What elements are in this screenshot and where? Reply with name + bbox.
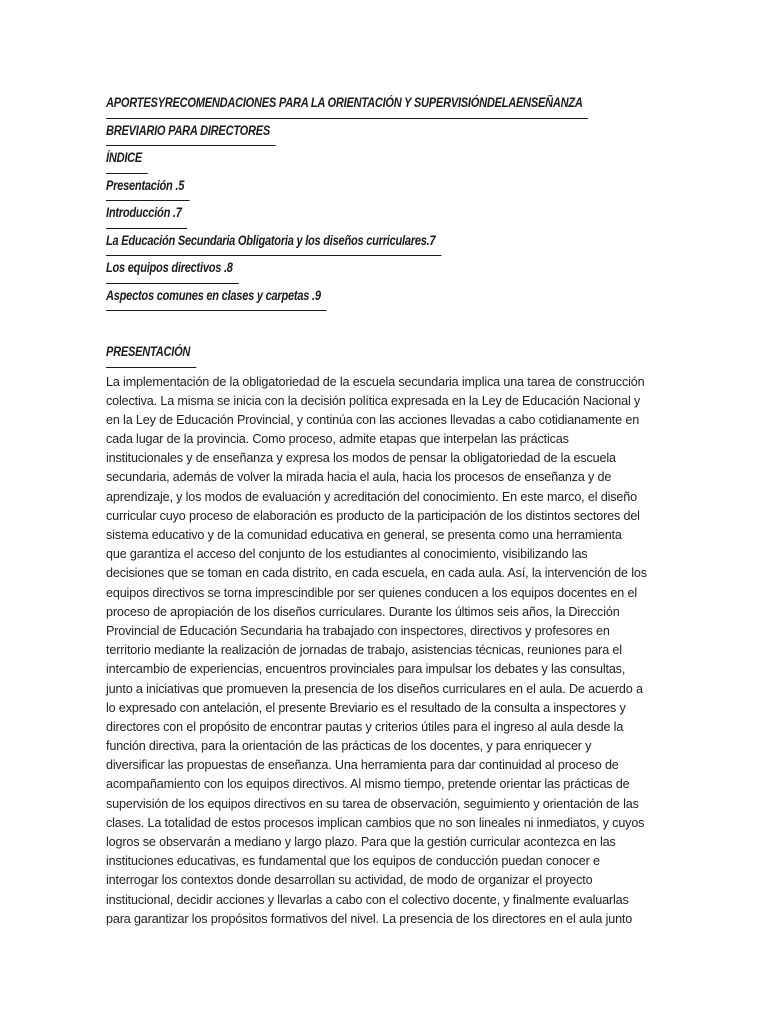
paragraph-line: clases. La totalidad de estos procesos implican cambios que no son lineales ni inmediatos, y cuyos: [106, 815, 645, 830]
paragraph-line: equipos directivos se torna imprescindible por ser quienes conducen a los equipos docentes en el: [106, 585, 637, 600]
paragraph-line: decisiones que se toman en cada distrito, en cada escuela, en cada aula. Así, la intervención de los: [106, 566, 647, 581]
paragraph-line: proceso de apropiación de los diseños curriculares. Durante los últimos seis años, la Dirección: [106, 604, 620, 619]
index-item-text: Aspectos comunes en clases y carpetas .9: [106, 282, 326, 312]
paragraph-line: intercambio de experiencias, encuentros provinciales para impulsar los debates y las consultas,: [106, 662, 626, 677]
paragraph-line: territorio mediante la realización de jornadas de trabajo, asistencias técnicas, reuniones para el: [106, 643, 622, 658]
index-item: [106, 199, 728, 227]
doc-title-line-2: [106, 117, 728, 145]
index-list: [106, 172, 728, 310]
index-item-text: Presentación .5: [106, 172, 190, 202]
paragraph-line: logros se observarán a mediano y largo plazo. Para que la gestión curricular acontezca en las: [106, 835, 616, 849]
doc-title-line-2-text: BREVIARIO PARA DIRECTORES: [106, 117, 276, 147]
index-item-text: La Educación Secundaria Obligatoria y los diseños curriculares.7: [106, 227, 441, 257]
paragraph-line: institucional, decidir acciones y llevarlas a cabo con el colectivo docente, y finalmente evaluarlas: [106, 892, 629, 907]
paragraph-line: sistema educativo y de la comunidad educativa en general, se presenta como una herramienta: [106, 528, 622, 542]
paragraph-line: supervisión de los equipos directivos en su tarea de observación, seguimiento y orientación de las: [106, 796, 639, 811]
paragraph-line: acompañamiento con los equipos directivos. Al mismo tiempo, pretende orientar las prácticas de: [106, 777, 630, 792]
index-heading-text: ÍNDICE: [106, 144, 148, 174]
presentation-paragraph: [106, 373, 728, 929]
paragraph-line: cada lugar de la provincia. Como proceso, admite etapas que interpelan las prácticas: [106, 432, 569, 447]
presentation-heading-text: PRESENTACIÓN: [106, 338, 196, 368]
index-item: [106, 172, 728, 200]
paragraph-line: instituciones educativas, es fundamental que los equipos de conducción puedan conocer e: [106, 854, 600, 869]
paragraph-line: en la Ley de Educación Provincial, y continúa con las acciones llevadas a cabo cotidianamente en: [106, 412, 640, 427]
paragraph-line: interrogar los contextos donde desarrollan su actividad, de modo de organizar el proyecto: [106, 873, 593, 888]
paragraph-line: junto a iniciativas que promueven la presencia de los diseños curriculares en el aula. De acuerdo a: [106, 681, 643, 696]
paragraph-line: que garantiza el acceso del conjunto de los estudiantes al conocimiento, visibilizando las: [106, 547, 588, 562]
index-item: [106, 227, 728, 255]
index-item: [106, 254, 728, 282]
paragraph-line: colectiva. La misma se inicia con la decisión política expresada en la Ley de Educación Nacional y: [106, 393, 641, 408]
paragraph-line: directores con el propósito de encontrar pautas y criterios útiles para el ingreso al aula desde la: [106, 719, 624, 734]
index-item: [106, 282, 728, 310]
paragraph-line: para garantizar los propósitos formativos del nivel. La presencia de los directores en el aula junto: [106, 911, 633, 926]
doc-title-line-1: [106, 89, 728, 117]
paragraph-line: institucionales y de enseñanza y expresa los modos de pensar la obligatoriedad de la escuela: [106, 451, 616, 466]
doc-title-line-1-text: APORTESYRECOMENDACIONES PARA LA ORIENTACIÓN Y SUPERVISIÓNDELAENSEÑANZA: [106, 89, 588, 119]
paragraph-line: secundaria, además de volver la mirada hacia el aula, hacia los procesos de enseñanza y de: [106, 470, 612, 485]
presentation-heading: [106, 338, 728, 366]
paragraph-line: lo expresado con antelación, el presente Breviario es el resultado de la consulta a inspectores y: [106, 700, 626, 715]
paragraph-line: función directiva, para la orientación de las prácticas de los docentes, y para enriquecer y: [106, 739, 592, 754]
index-item-text: Introducción .7: [106, 199, 187, 229]
paragraph-line: curricular cuyo proceso de elaboración es producto de la participación de los distintos sectores del: [106, 508, 640, 523]
index-heading: [106, 144, 728, 172]
paragraph-line: La implementación de la obligatoriedad de la escuela secundaria implica una tarea de construcción: [106, 374, 645, 389]
paragraph-line: aprendizaje, y los modos de evaluación y acreditación del conocimiento. En este marco, el diseño: [106, 489, 637, 504]
paragraph-line: diversificar las propuestas de enseñanza. Una herramienta para dar continuidad al proceso de: [106, 758, 619, 773]
index-item-text: Los equipos directivos .8: [106, 254, 238, 284]
paragraph-line: Provincial de Educación Secundaria ha trabajado con inspectores, directivos y profesores en: [106, 623, 610, 638]
